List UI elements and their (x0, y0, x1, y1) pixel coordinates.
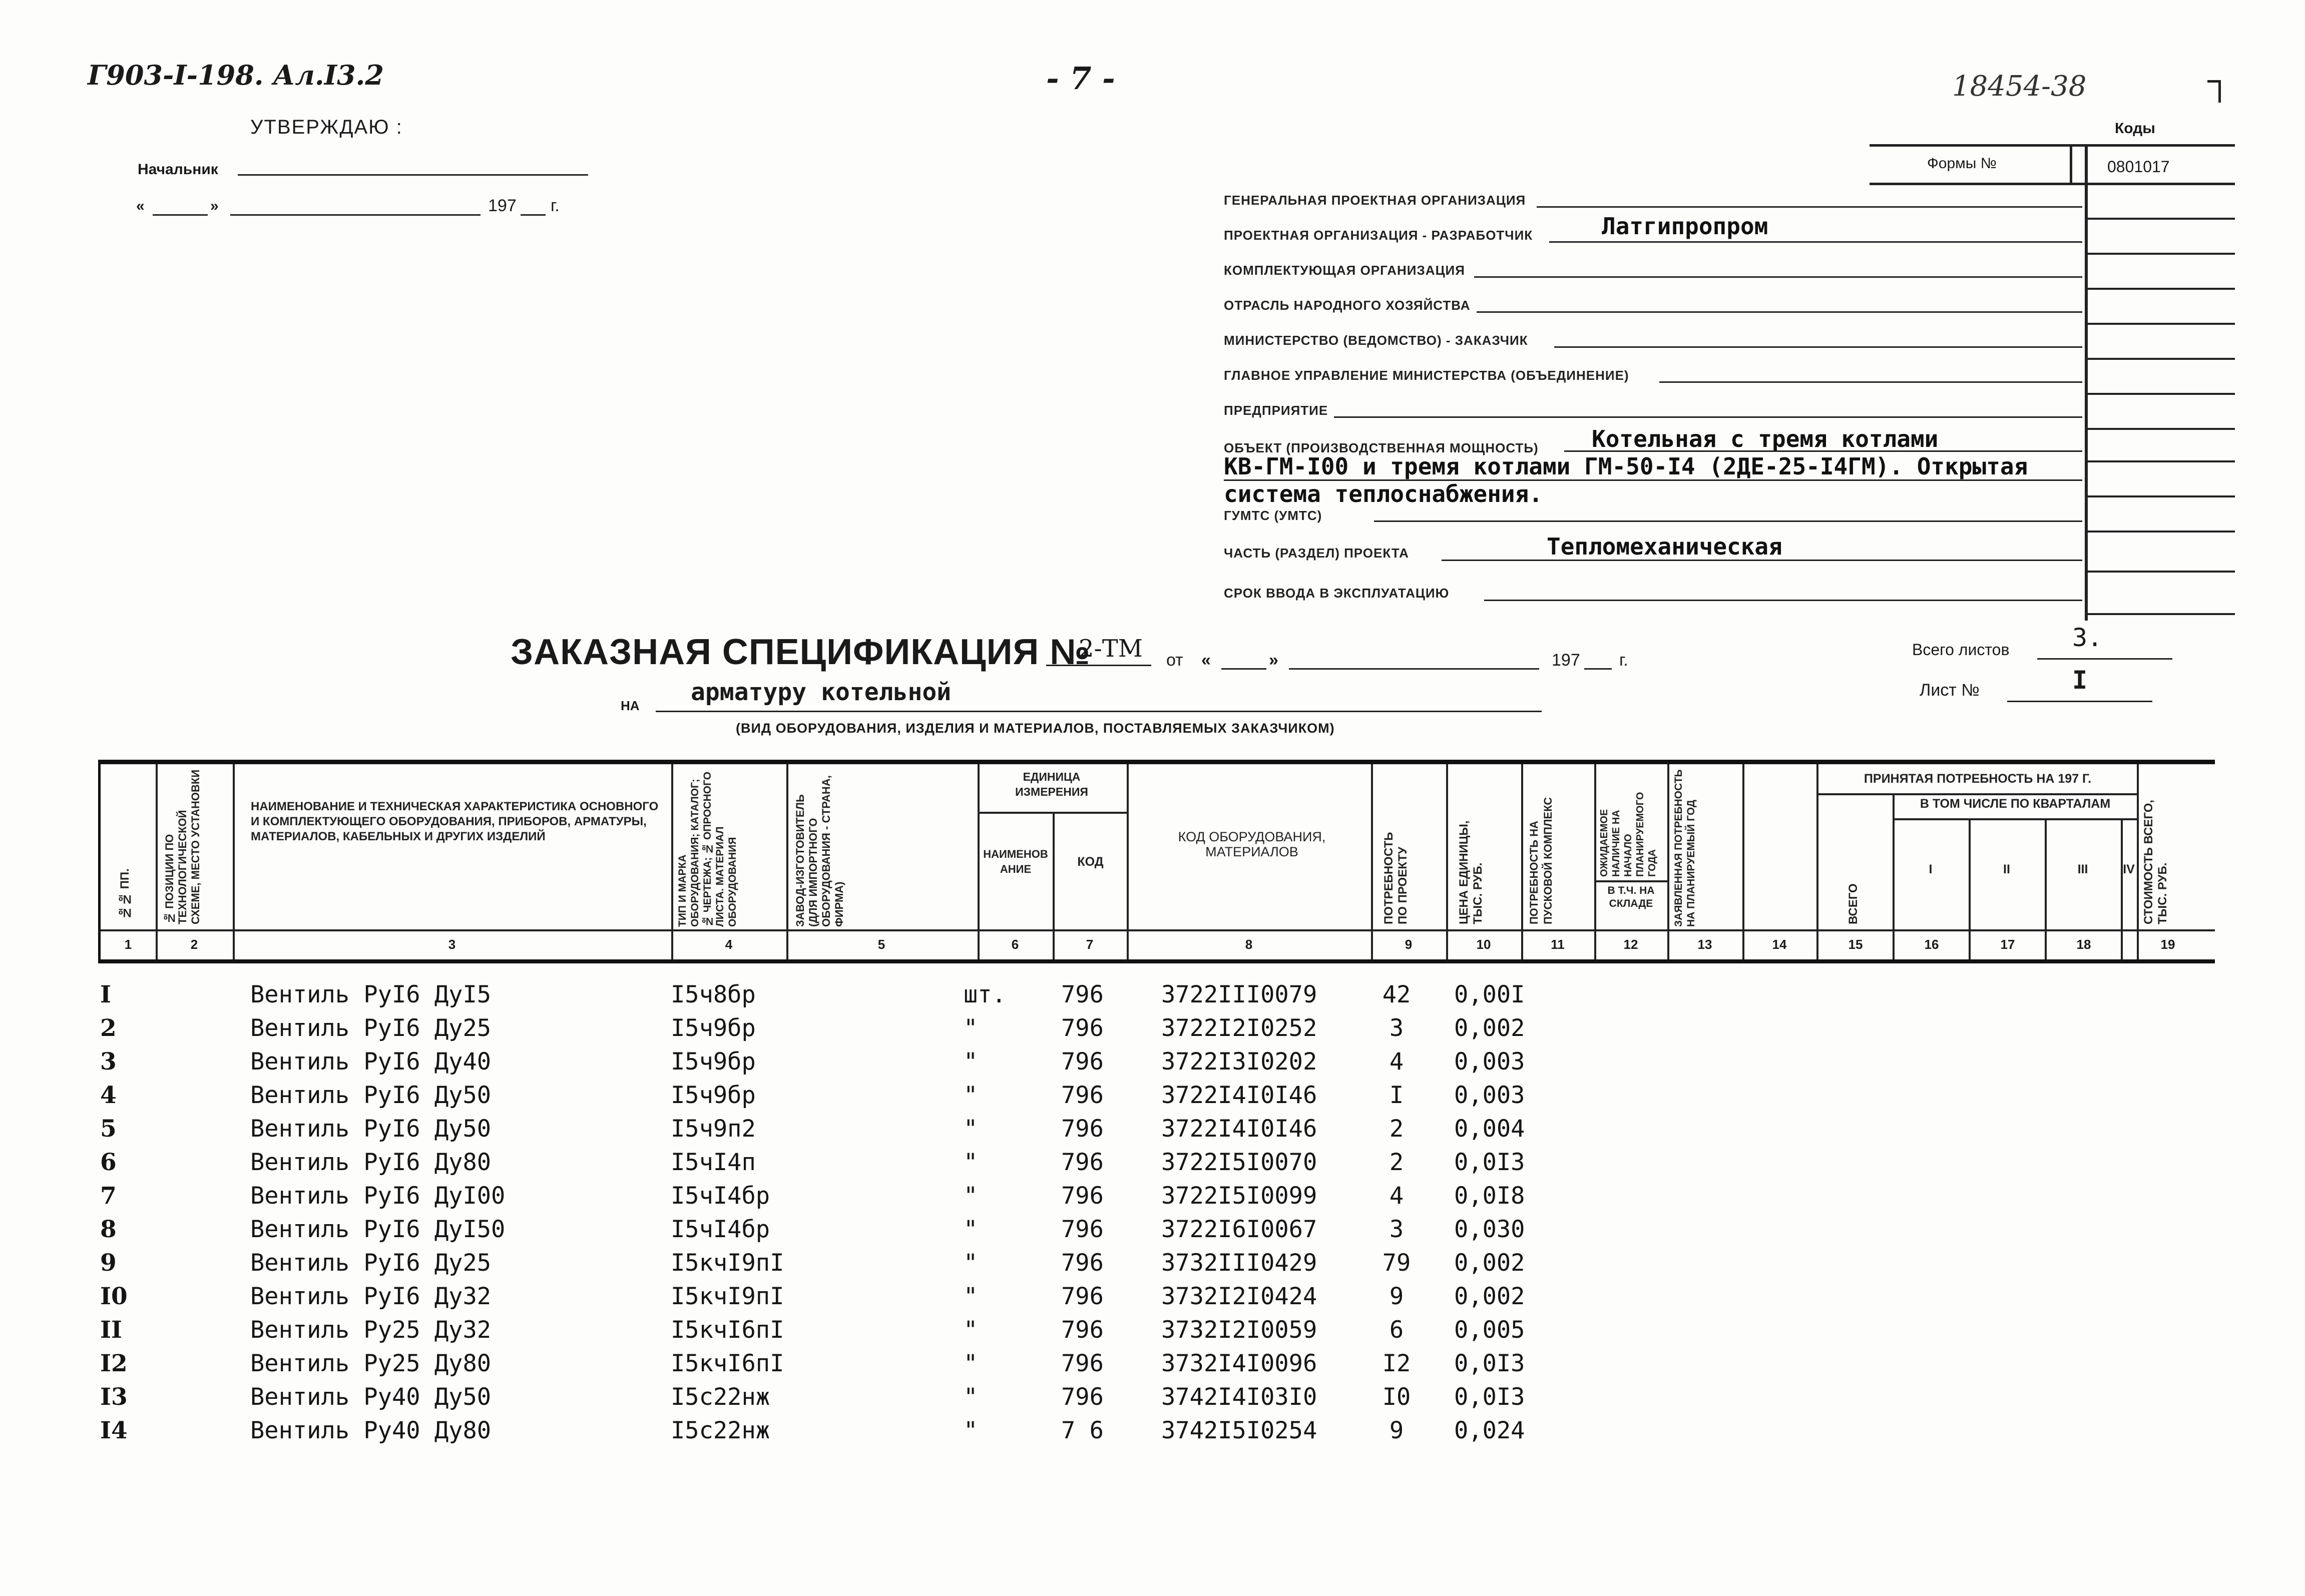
table-row (0, 1316, 2305, 1349)
row-number: 2 (100, 1014, 117, 1042)
item-name: Вентиль Ру40 Ду80 (250, 1417, 492, 1444)
code-line-6 (2085, 393, 2235, 395)
table-row (0, 1048, 2305, 1081)
code-line-1 (2085, 218, 2235, 220)
item-quantity: 2 (1389, 1149, 1404, 1176)
field-ministry-line (1554, 346, 2082, 348)
item-type: I5ч9п2 (671, 1115, 756, 1143)
header-quarters-group: В ТОМ ЧИСЛЕ ПО КВАРТАЛАМ (1920, 797, 2111, 811)
field-gumts-line (1374, 520, 2082, 522)
spec-month-line (1289, 668, 1539, 670)
item-unit-code: 796 (1061, 1115, 1104, 1143)
field-ministry-label: МИНИСТЕРСТВО (ВЕДОМСТВО) - ЗАКАЗЧИК (1224, 333, 1528, 348)
item-name: Вентиль РуI6 Ду50 (250, 1115, 492, 1143)
item-name: Вентиль РуI6 Ду50 (250, 1082, 492, 1109)
item-unit: " (964, 1383, 978, 1411)
row-number: 5 (100, 1115, 117, 1143)
field-project-part-value: Тепломеханическая (1547, 533, 1782, 560)
item-quantity: 3 (1389, 1014, 1404, 1042)
item-equipment-code: 3722III0079 (1161, 981, 1317, 1008)
spec-title: ЗАКАЗНАЯ СПЕЦИФИКАЦИЯ № (511, 632, 1091, 672)
item-price: 0,0I3 (1454, 1350, 1525, 1377)
column-number: 14 (1772, 937, 1787, 952)
column-number: 2 (190, 937, 198, 952)
field-assembling-org-label: КОМПЛЕКТУЮЩАЯ ОРГАНИЗАЦИЯ (1224, 263, 1465, 278)
field-industry-line (1477, 311, 2082, 313)
item-unit: " (964, 1249, 978, 1277)
field-design-org-line (1549, 241, 2082, 243)
field-general-design-org-label: ГЕНЕРАЛЬНАЯ ПРОЕКТНАЯ ОРГАНИЗАЦИЯ (1224, 193, 1526, 208)
stock-line (1594, 880, 1667, 882)
item-name: Вентиль Ру25 Ду80 (250, 1350, 492, 1377)
item-unit-code: 796 (1061, 1283, 1104, 1310)
header-c6: НАИМЕНОВАНИЕ (983, 848, 1048, 875)
item-equipment-code: 3742I5I0254 (1161, 1417, 1317, 1444)
item-name: Вентиль РуI6 ДуI50 (250, 1216, 506, 1243)
quarters-group-line (1893, 818, 2137, 820)
sheets-total-label: Всего листов (1912, 641, 2010, 659)
item-quantity: 9 (1389, 1283, 1404, 1310)
spec-subject-line (656, 711, 1542, 712)
field-industry-label: ОТРАСЛЬ НАРОДНОГО ХОЗЯЙСТВА (1224, 298, 1471, 313)
item-price: 0,0I3 (1454, 1383, 1525, 1411)
item-unit: " (964, 1115, 978, 1143)
page-number: - 7 - (1046, 60, 1115, 97)
field-enterprise-label: ПРЕДПРИЯТИЕ (1224, 403, 1328, 418)
item-name: Вентиль РуI6 Ду32 (250, 1283, 492, 1310)
spec-year: 197 (1552, 651, 1580, 670)
approve-year-line (521, 214, 546, 216)
column-number: 4 (725, 937, 733, 952)
header-c8: КОД ОБОРУДОВАНИЯ, МАТЕРИАЛОВ (1178, 829, 1326, 859)
spec-table-header (98, 760, 2215, 963)
field-gumts-label: ГУМТС (УМТС) (1224, 508, 1322, 523)
item-equipment-code: 3732I4I0096 (1161, 1350, 1317, 1377)
item-price: 0,003 (1454, 1048, 1525, 1076)
item-quantity: I (1389, 1082, 1404, 1109)
code-line-2 (2085, 253, 2235, 255)
item-price: 0,00I (1454, 981, 1525, 1008)
row-number: 6 (100, 1149, 117, 1176)
form-divider (2070, 145, 2072, 183)
item-quantity: 2 (1389, 1115, 1404, 1143)
table-row (0, 1216, 2305, 1249)
field-object-value-line3: система теплоснабжения. (1224, 480, 1543, 507)
column-number: 9 (1405, 937, 1413, 952)
row-number: I3 (100, 1383, 128, 1411)
code-line-9 (2085, 495, 2235, 497)
header-c12b: В Т.Ч. НА СКЛАДЕ (1607, 885, 1655, 909)
item-name: Вентиль РуI6 Ду25 (250, 1014, 492, 1042)
column-number: 3 (448, 937, 456, 952)
spec-number: 2-ТМ (1079, 635, 1143, 663)
form-number-label: Формы № (1927, 155, 1997, 172)
approve-month-line (230, 214, 481, 216)
grid-v-18 (2121, 819, 2123, 959)
document-reference: Г903-I-198. Ал.I3.2 (88, 59, 384, 91)
item-type: I5с22нж (671, 1417, 770, 1444)
header-c16: II (2003, 862, 2010, 876)
item-price: 0,005 (1454, 1316, 1525, 1344)
header-c5: ЗАВОД-ИЗГОТОВИТЕЛЬ (ДЛЯ ИМПОРТНОГО ОБОРУДОВАНИЯ - СТРАНА, ФИРМА) (794, 775, 845, 927)
approve-g: г. (551, 196, 560, 215)
column-number: 17 (2000, 937, 2015, 952)
table-row (0, 1149, 2305, 1182)
handwritten-code: 18454-38 (1952, 70, 2087, 103)
code-line-3 (2085, 288, 2235, 290)
item-equipment-code: 3722I2I0252 (1161, 1014, 1317, 1042)
item-type: I5ч9бр (671, 1014, 756, 1042)
spec-na-label: НА (621, 698, 640, 713)
item-quantity: 4 (1389, 1048, 1404, 1076)
table-row (0, 1417, 2305, 1450)
header-c4: ТИП И МАРКА ОБОРУДОВАНИЯ; КАТАЛОГ; № ЧЕРТЕЖА; № ОПРОСНОГО ЛИСТА. МАТЕРИАЛ ОБОРУДОВАНИЯ (677, 771, 738, 927)
field-main-directorate-label: ГЛАВНОЕ УПРАВЛЕНИЕ МИНИСТЕРСТВА (ОБЪЕДИНЕНИЕ) (1224, 368, 1629, 383)
header-c3: НАИМЕНОВАНИЕ И ТЕХНИЧЕСКАЯ ХАРАКТЕРИСТИКА ОСНОВНОГО И КОМПЛЕКТУЮЩЕГО ОБОРУДОВАНИЯ, ПРИБОРОВ, АРМАТУРЫ, МАТЕРИАЛОВ, КАБЕЛЬНЫХ И ДРУГИХ ИЗДЕЛИЙ (251, 800, 659, 843)
item-type: I5чI4бр (671, 1216, 770, 1243)
header-accepted-group: ПРИНЯТАЯ ПОТРЕБНОСТЬ НА 197 Г. (1864, 772, 2092, 786)
item-equipment-code: 3722I4I0I46 (1161, 1115, 1317, 1143)
approve-day-line (153, 214, 208, 216)
row-number: I4 (100, 1417, 128, 1444)
item-unit: " (964, 1014, 978, 1042)
item-unit-code: 796 (1061, 981, 1104, 1008)
item-price: 0,0I8 (1454, 1182, 1525, 1210)
item-unit: " (964, 1082, 978, 1109)
approve-date-open: « (136, 198, 145, 214)
item-unit-code: 796 (1061, 1350, 1104, 1377)
code-line-8 (2085, 460, 2235, 462)
table-row (0, 1115, 2305, 1148)
chief-label: Начальник (138, 161, 218, 178)
header-c13: ЗАЯВЛЕННАЯ ПОТРЕБНОСТЬ НА ПЛАНИРУЕМЫЙ ГОД (1673, 769, 1697, 927)
table-row (0, 1249, 2305, 1282)
item-equipment-code: 3722I5I0070 (1161, 1149, 1317, 1176)
item-quantity: I2 (1382, 1350, 1411, 1377)
item-name: Вентиль РуI6 Ду25 (250, 1249, 492, 1277)
item-equipment-code: 3722I6I0067 (1161, 1216, 1317, 1243)
item-name: Вентиль Ру25 Ду32 (250, 1316, 492, 1344)
spec-from-label: от (1166, 651, 1183, 670)
header-unit-group: ЕДИНИЦА ИЗМЕРЕНИЯ (1015, 770, 1088, 798)
column-number: 16 (1924, 937, 1939, 952)
item-unit-code: 796 (1061, 1249, 1104, 1277)
grid-v-17 (2045, 819, 2047, 959)
header-c10: ЦЕНА ЕДИНИЦЫ, ТЫС. РУБ. (1457, 820, 1485, 924)
field-commissioning-line (1484, 600, 2082, 601)
column-numbers-line (101, 929, 2215, 931)
code-line-10 (2085, 530, 2235, 533)
item-equipment-code: 3742I4I03I0 (1161, 1383, 1317, 1411)
table-row (0, 1283, 2305, 1316)
item-unit: " (964, 1182, 978, 1210)
item-unit-code: 796 (1061, 1316, 1104, 1344)
column-number: 11 (1551, 937, 1565, 952)
column-number: 6 (1011, 937, 1019, 952)
field-assembling-org-line (1474, 276, 2082, 278)
codes-box (2085, 145, 2238, 621)
field-project-part-label: ЧАСТЬ (РАЗДЕЛ) ПРОЕКТА (1224, 546, 1409, 561)
corner-mark (2207, 80, 2221, 103)
item-unit: " (964, 1048, 978, 1076)
code-line-7 (2085, 428, 2235, 430)
spec-day-line (1221, 668, 1266, 670)
table-row (0, 981, 2305, 1014)
item-quantity: I0 (1382, 1383, 1411, 1411)
item-name: Вентиль РуI6 ДуI00 (250, 1182, 506, 1210)
item-type: I5ч9бр (671, 1048, 756, 1076)
field-enterprise-line (1334, 416, 2082, 418)
row-number: II (100, 1316, 122, 1344)
item-equipment-code: 3722I4I0I46 (1161, 1082, 1317, 1109)
item-type: I5кчI6пI (671, 1316, 784, 1344)
codes-title: Коды (2115, 120, 2155, 137)
column-number: 10 (1476, 937, 1491, 952)
table-row (0, 1082, 2305, 1115)
item-equipment-code: 3732I2I0059 (1161, 1316, 1317, 1344)
item-unit-code: 796 (1061, 1149, 1104, 1176)
approve-label: УТВЕРЖДАЮ : (250, 116, 403, 138)
item-unit: " (964, 1316, 978, 1344)
header-c1: №№ ПП. (118, 868, 132, 919)
item-unit: " (964, 1283, 978, 1310)
field-object-value-line1: Котельная с тремя котлами (1592, 425, 1939, 452)
item-unit-code: 796 (1061, 1216, 1104, 1243)
item-type: I5с22нж (671, 1383, 770, 1411)
field-design-org-label: ПРОЕКТНАЯ ОРГАНИЗАЦИЯ - РАЗРАБОТЧИК (1224, 228, 1533, 243)
item-unit-code: 796 (1061, 1014, 1104, 1042)
item-type: I5чI4п (671, 1149, 756, 1176)
column-number: 19 (2160, 937, 2175, 952)
spec-date-open: « (1201, 651, 1211, 670)
row-number: 8 (100, 1216, 117, 1243)
table-row (0, 1014, 2305, 1047)
column-number: 7 (1086, 937, 1094, 952)
item-unit-code: 796 (1061, 1383, 1104, 1411)
grid-v-6 (1053, 812, 1055, 959)
chief-line (238, 174, 588, 176)
item-name: Вентиль Ру40 Ду50 (250, 1383, 492, 1411)
item-type: I5кчI6пI (671, 1350, 784, 1377)
item-unit: шт. (964, 981, 1006, 1008)
item-type: I5кчI9пI (671, 1283, 784, 1310)
item-price: 0,004 (1454, 1115, 1525, 1143)
item-unit: " (964, 1417, 978, 1444)
row-number: I0 (100, 1283, 128, 1310)
field-object-line1 (1564, 450, 2082, 452)
item-type: I5кчI9пI (671, 1249, 784, 1277)
unit-group-line (978, 812, 1127, 814)
item-unit-code: 796 (1061, 1082, 1104, 1109)
table-row (0, 1350, 2305, 1383)
row-number: 9 (100, 1249, 117, 1277)
item-equipment-code: 3722I3I0202 (1161, 1048, 1317, 1076)
sheet-label: Лист № (1920, 681, 1980, 700)
header-c15: I (1929, 862, 1933, 876)
spec-date-mid: » (1269, 651, 1278, 670)
field-object-label: ОБЪЕКТ (ПРОИЗВОДСТВЕННАЯ МОЩНОСТЬ) (1224, 440, 1539, 455)
code-line-4 (2085, 323, 2235, 325)
item-unit-code: 796 (1061, 1182, 1104, 1210)
form-row-line (1870, 183, 2235, 185)
item-name: Вентиль РуI6 Ду80 (250, 1149, 492, 1176)
table-row (0, 1383, 2305, 1416)
field-object-value-line2: КВ-ГМ-I00 и тремя котлами ГМ-50-I4 (2ДЕ-25-I4ГМ). Открытая (1224, 453, 2028, 480)
item-price: 0,002 (1454, 1249, 1525, 1277)
item-price: 0,002 (1454, 1014, 1525, 1042)
spec-year-line (1584, 668, 1612, 670)
column-number: 12 (1623, 937, 1638, 952)
column-number: 15 (1848, 937, 1863, 952)
item-quantity: 42 (1382, 981, 1411, 1008)
code-line-12 (2085, 613, 2235, 615)
item-quantity: 3 (1389, 1216, 1404, 1243)
header-c12a: ОЖИДАЕМОЕ НАЛИЧИЕ НА НАЧАЛО ПЛАНИРУЕМОГО ГОДА (1599, 792, 1658, 877)
item-price: 0,024 (1454, 1417, 1525, 1444)
row-number: 4 (100, 1082, 117, 1109)
header-c7: КОД (1077, 855, 1104, 869)
sheet-number: I (2072, 666, 2088, 695)
spec-number-line (1046, 665, 1151, 666)
item-equipment-code: 3732I2I0424 (1161, 1283, 1317, 1310)
row-number: 3 (100, 1048, 117, 1076)
field-general-design-org-line (1537, 206, 2082, 208)
header-c17: III (2077, 862, 2088, 876)
header-c11: ПОТРЕБНОСТЬ НА ПУСКОВОЙ КОМПЛЕКС (1528, 797, 1554, 924)
item-unit: " (964, 1149, 978, 1176)
spec-subject: арматуру котельной (691, 678, 952, 706)
item-price: 0,002 (1454, 1283, 1525, 1310)
code-line-11 (2085, 571, 2235, 573)
item-quantity: 79 (1382, 1249, 1411, 1277)
item-quantity: 4 (1389, 1182, 1404, 1210)
item-quantity: 6 (1389, 1316, 1404, 1344)
item-equipment-code: 3722I5I0099 (1161, 1182, 1317, 1210)
spec-subject-caption: (ВИД ОБОРУДОВАНИЯ, ИЗДЕЛИЯ И МАТЕРИАЛОВ, ПОСТАВЛЯЕМЫХ ЗАКАЗЧИКОМ) (736, 721, 1335, 736)
item-type: I5чI4бр (671, 1182, 770, 1210)
spec-g: г. (1619, 651, 1628, 670)
approve-year: 197 (488, 196, 517, 215)
header-c19: СТОИМОСТЬ ВСЕГО, ТЫС. РУБ. (2142, 799, 2169, 924)
header-c18: IV (2123, 862, 2135, 876)
field-commissioning-label: СРОК ВВОДА В ЭКСПЛУАТАЦИЮ (1224, 586, 1450, 601)
field-design-org-value: Латгипропром (1602, 213, 1768, 240)
form-number-value: 0801017 (2107, 158, 2170, 176)
item-name: Вентиль РуI6 Ду40 (250, 1048, 492, 1076)
column-number: 1 (124, 937, 132, 952)
item-price: 0,0I3 (1454, 1149, 1525, 1176)
field-main-directorate-line (1659, 381, 2082, 383)
table-row (0, 1182, 2305, 1215)
code-line-5 (2085, 358, 2235, 360)
sheets-total-line (2037, 658, 2172, 660)
item-price: 0,003 (1454, 1082, 1525, 1109)
accepted-group-line (1816, 793, 2137, 795)
header-c14: ВСЕГО (1847, 883, 1860, 924)
item-type: I5ч8бр (671, 981, 756, 1008)
row-number: I2 (100, 1350, 128, 1377)
header-c9: ПОТРЕБНОСТЬ ПО ПРОЕКТУ (1382, 832, 1410, 924)
item-unit-code: 7 6 (1061, 1417, 1104, 1444)
sheets-total-value: 3. (2072, 623, 2103, 652)
item-quantity: 9 (1389, 1417, 1404, 1444)
column-number: 13 (1697, 937, 1712, 952)
item-name: Вентиль РуI6 ДуI5 (250, 981, 492, 1008)
row-number: 7 (100, 1182, 117, 1210)
column-number: 5 (877, 937, 885, 952)
approve-date-mid: » (210, 198, 219, 214)
item-unit-code: 796 (1061, 1048, 1104, 1076)
field-project-part-line (1442, 560, 2082, 561)
header-c2: № ПОЗИЦИИ ПО ТЕХНОЛОГИЧЕСКОЙ СХЕМЕ, МЕСТО УСТАНОВКИ (163, 769, 202, 924)
column-number: 8 (1245, 937, 1253, 952)
row-number: I (100, 981, 111, 1008)
item-equipment-code: 3732III0429 (1161, 1249, 1317, 1277)
item-type: I5ч9бр (671, 1082, 756, 1109)
item-unit: " (964, 1216, 978, 1243)
grid-v-16 (1969, 819, 1971, 959)
column-number: 18 (2076, 937, 2091, 952)
item-price: 0,030 (1454, 1216, 1525, 1243)
item-unit: " (964, 1350, 978, 1377)
sheet-number-line (2007, 701, 2152, 702)
